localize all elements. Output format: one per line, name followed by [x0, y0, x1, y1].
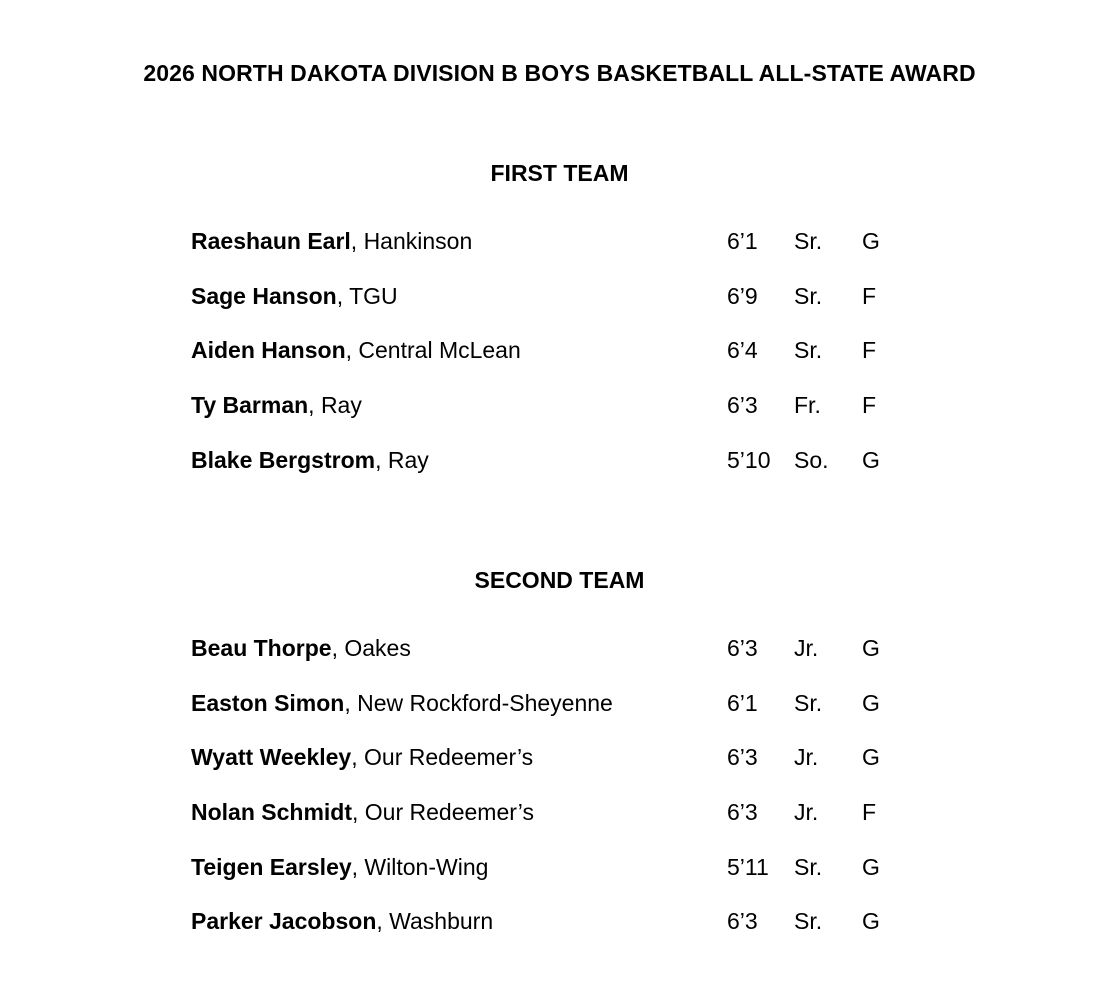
player-height: 5’11 — [727, 853, 769, 880]
player-school: , Oakes — [331, 635, 411, 661]
player-name-cell — [191, 635, 411, 662]
player-school: , Our Redeemer’s — [352, 799, 534, 826]
player-name: Wyatt Weekley — [191, 744, 352, 771]
player-height: 6’3 — [727, 908, 758, 935]
player-school: , Wilton-Wing — [351, 853, 489, 880]
player-class: Jr. — [794, 799, 819, 826]
player-class: Sr. — [794, 228, 823, 254]
player-position: F — [862, 392, 877, 419]
player-position: G — [862, 853, 880, 880]
player-position: G — [862, 635, 880, 661]
player-row — [191, 799, 931, 854]
player-name: Aiden Hanson — [191, 337, 346, 364]
player-name: Easton Simon — [191, 689, 345, 716]
player-height: 5’10 — [727, 446, 771, 473]
player-name-cell — [191, 228, 472, 255]
player-class: Sr. — [794, 908, 823, 935]
player-class: Sr. — [794, 337, 823, 364]
player-height: 6’3 — [727, 744, 758, 771]
player-class: Jr. — [794, 635, 819, 661]
player-school: , Ray — [375, 446, 429, 473]
player-height: 6’4 — [727, 337, 758, 364]
first-team-heading: FIRST TEAM — [490, 160, 629, 186]
player-height: 6’1 — [727, 689, 758, 716]
player-name-cell — [191, 799, 534, 826]
player-name-cell — [191, 337, 521, 364]
player-name: Teigen Earsley — [191, 853, 352, 880]
player-row — [191, 392, 931, 447]
player-name: Ty Barman — [191, 392, 309, 419]
player-row — [191, 337, 931, 392]
player-class: Jr. — [794, 744, 819, 771]
player-row — [191, 283, 931, 338]
player-school: , Central McLean — [345, 337, 521, 364]
player-row — [191, 447, 931, 502]
player-school: , Washburn — [376, 908, 494, 935]
player-position: F — [862, 799, 877, 826]
player-school: , Hankinson — [350, 228, 473, 254]
player-row — [191, 635, 931, 690]
player-name-cell — [191, 690, 613, 717]
player-position: G — [862, 689, 880, 716]
player-position: G — [862, 744, 880, 771]
player-school: , TGU — [336, 282, 398, 309]
player-school: , New Rockford-Sheyenne — [344, 689, 613, 716]
second-team-roster — [191, 635, 931, 963]
first-team-roster — [191, 228, 931, 501]
player-row — [191, 228, 931, 283]
player-height: 6’1 — [727, 228, 758, 254]
player-name-cell — [191, 854, 488, 881]
player-name-cell — [191, 447, 429, 474]
player-position: G — [862, 908, 880, 935]
player-row — [191, 908, 931, 963]
player-row — [191, 744, 931, 799]
player-name-cell — [191, 744, 533, 771]
player-class: Sr. — [794, 282, 823, 309]
player-name: Blake Bergstrom — [191, 446, 376, 473]
player-height: 6’3 — [727, 635, 758, 661]
player-row — [191, 690, 931, 745]
player-name: Raeshaun Earl — [191, 228, 351, 254]
player-class: So. — [794, 446, 829, 473]
player-class: Fr. — [794, 392, 821, 419]
player-name: Parker Jacobson — [191, 908, 377, 935]
player-name: Beau Thorpe — [191, 635, 332, 661]
player-height: 6’9 — [727, 282, 758, 309]
second-team-heading: SECOND TEAM — [474, 567, 645, 593]
player-class: Sr. — [794, 689, 823, 716]
player-row — [191, 854, 931, 909]
player-position: G — [862, 228, 880, 254]
player-height: 6’3 — [727, 799, 758, 826]
player-position: F — [862, 282, 877, 309]
player-name-cell — [191, 392, 362, 419]
player-name: Nolan Schmidt — [191, 799, 353, 826]
document-title: 2026 NORTH DAKOTA DIVISION B BOYS BASKETBALL ALL-STATE AWARD — [143, 60, 976, 86]
player-name: Sage Hanson — [191, 282, 337, 309]
player-name-cell — [191, 908, 493, 935]
player-height: 6’3 — [727, 392, 758, 419]
player-school: , Ray — [308, 392, 362, 419]
player-name-cell — [191, 283, 398, 310]
player-school: , Our Redeemer’s — [351, 744, 534, 771]
player-position: F — [862, 337, 877, 364]
player-position: G — [862, 446, 880, 473]
player-class: Sr. — [794, 853, 823, 880]
